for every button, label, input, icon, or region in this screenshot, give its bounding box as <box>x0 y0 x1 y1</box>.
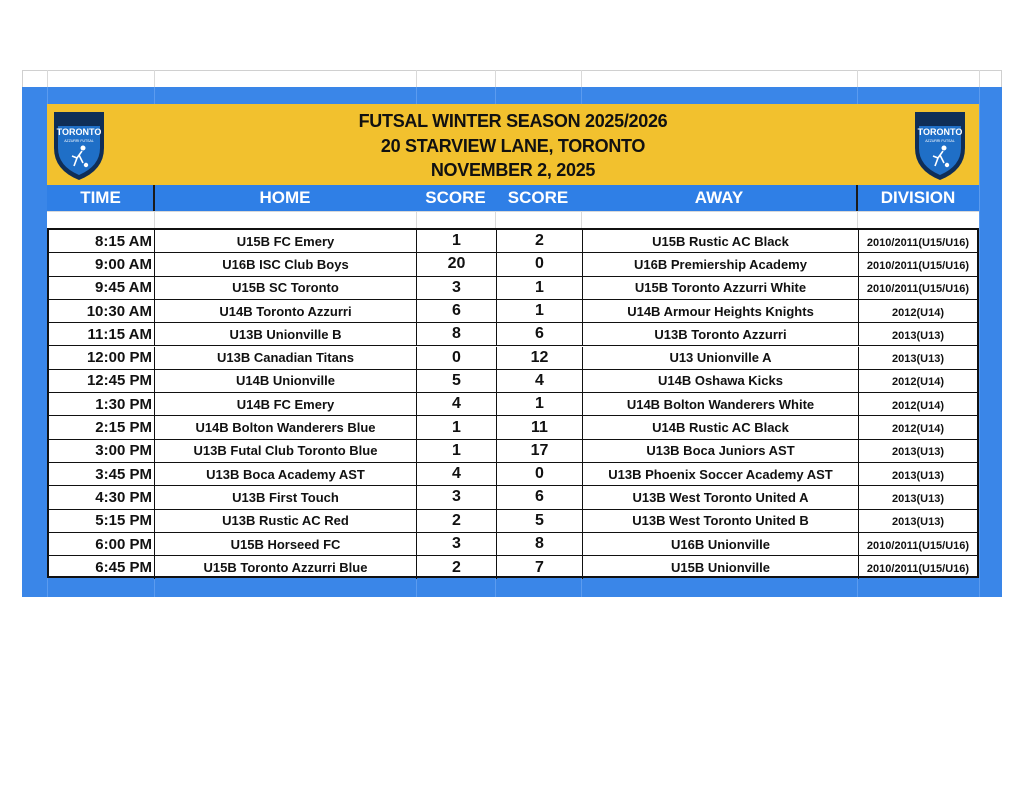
column-header-division: DIVISION <box>880 188 956 207</box>
table-row <box>49 347 977 370</box>
away-team: U15B Unionville <box>583 556 859 579</box>
away-score: 17 <box>497 440 583 462</box>
home-score: 4 <box>417 463 497 485</box>
away-team: U14B Oshawa Kicks <box>583 370 859 392</box>
away-team: U13B West Toronto United A <box>583 486 859 508</box>
division: 2013(U13) <box>892 446 944 459</box>
toronto-azzurri-logo-right <box>911 108 969 182</box>
column-header-away: AWAY <box>694 188 744 207</box>
table-row <box>49 277 977 300</box>
away-team: U13B Boca Juniors AST <box>583 440 859 462</box>
game-time: 6:45 PM <box>49 556 155 579</box>
home-team: U14B FC Emery <box>155 393 417 415</box>
home-team: U13B Canadian Titans <box>155 347 417 369</box>
svg-text:TORONTO: TORONTO <box>917 127 963 137</box>
away-score: 7 <box>497 556 583 579</box>
game-time: 11:15 AM <box>49 323 155 345</box>
away-team: U14B Rustic AC Black <box>583 416 859 438</box>
table-row <box>49 486 977 509</box>
header-divider <box>856 185 858 211</box>
home-team: U15B FC Emery <box>155 230 417 252</box>
home-score: 2 <box>417 510 497 532</box>
game-time: 8:15 AM <box>49 230 155 252</box>
home-team: U15B Toronto Azzurri Blue <box>155 556 417 579</box>
away-score: 4 <box>497 370 583 392</box>
away-score: 8 <box>497 533 583 555</box>
division: 2013(U13) <box>892 329 944 342</box>
spacer-divider <box>416 211 417 228</box>
away-team: U13 Unionville A <box>583 347 859 369</box>
away-score: 5 <box>497 510 583 532</box>
division: 2012(U14) <box>892 423 944 436</box>
svg-text:TORONTO: TORONTO <box>56 127 102 137</box>
game-time: 12:00 PM <box>49 347 155 369</box>
spacer-divider <box>154 211 155 228</box>
table-row <box>49 416 977 439</box>
away-score: 0 <box>497 253 583 275</box>
table-row <box>49 253 977 276</box>
home-score: 1 <box>417 440 497 462</box>
home-score: 3 <box>417 277 497 299</box>
home-team: U14B Bolton Wanderers Blue <box>155 416 417 438</box>
spacer-divider <box>857 211 858 228</box>
game-time: 9:45 AM <box>49 277 155 299</box>
home-team: U13B Futal Club Toronto Blue <box>155 440 417 462</box>
column-header-away-score: SCORE <box>507 188 569 207</box>
away-score: 11 <box>497 416 583 438</box>
home-score: 3 <box>417 486 497 508</box>
schedule-table <box>47 228 979 578</box>
division: 2012(U14) <box>892 376 944 389</box>
away-team: U14B Armour Heights Knights <box>583 300 859 322</box>
division: 2010/2011(U15/U16) <box>866 259 970 272</box>
home-score: 8 <box>417 323 497 345</box>
division: 2013(U13) <box>892 492 944 505</box>
away-team: U13B West Toronto United B <box>583 510 859 532</box>
division: 2010/2011(U15/U16) <box>866 283 970 296</box>
season-title: FUTSAL WINTER SEASON 2025/2026 <box>358 111 668 131</box>
home-score: 3 <box>417 533 497 555</box>
venue-title: 20 STARVIEW LANE, TORONTO <box>380 136 646 156</box>
game-time: 3:00 PM <box>49 440 155 462</box>
table-row <box>49 393 977 416</box>
toronto-azzurri-logo-left <box>50 108 108 182</box>
home-score: 4 <box>417 393 497 415</box>
away-score: 6 <box>497 323 583 345</box>
home-score: 0 <box>417 347 497 369</box>
game-time: 1:30 PM <box>49 393 155 415</box>
column-header-home: HOME <box>259 188 311 207</box>
spacer-divider <box>581 211 582 228</box>
game-time: 2:15 PM <box>49 416 155 438</box>
table-row <box>49 510 977 533</box>
home-team: U13B Boca Academy AST <box>155 463 417 485</box>
home-score: 20 <box>417 253 497 275</box>
table-row <box>49 300 977 323</box>
division: 2010/2011(U15/U16) <box>866 236 970 249</box>
table-row <box>49 230 977 253</box>
game-time: 5:15 PM <box>49 510 155 532</box>
date-title: NOVEMBER 2, 2025 <box>430 160 596 180</box>
column-header-home-score: SCORE <box>425 188 486 207</box>
home-team: U15B SC Toronto <box>155 277 417 299</box>
table-row <box>49 533 977 556</box>
table-row <box>49 323 977 346</box>
spacer-divider <box>495 211 496 228</box>
home-team: U14B Toronto Azzurri <box>155 300 417 322</box>
home-score: 5 <box>417 370 497 392</box>
game-time: 10:30 AM <box>49 300 155 322</box>
home-team: U14B Unionville <box>155 370 417 392</box>
away-score: 0 <box>497 463 583 485</box>
away-team: U16B Premiership Academy <box>583 253 859 275</box>
division: 2010/2011(U15/U16) <box>866 539 970 552</box>
away-score: 1 <box>497 300 583 322</box>
home-team: U15B Horseed FC <box>155 533 417 555</box>
division: 2010/2011(U15/U16) <box>866 563 970 576</box>
column-header-time: TIME <box>80 188 121 207</box>
home-score: 6 <box>417 300 497 322</box>
away-team: U13B Toronto Azzurri <box>583 323 859 345</box>
table-row <box>49 440 977 463</box>
away-score: 1 <box>497 393 583 415</box>
table-row <box>49 463 977 486</box>
away-score: 12 <box>497 347 583 369</box>
home-score: 1 <box>417 416 497 438</box>
home-team: U16B ISC Club Boys <box>155 253 417 275</box>
away-score: 2 <box>497 230 583 252</box>
division: 2013(U13) <box>892 353 944 366</box>
home-score: 1 <box>417 230 497 252</box>
home-team: U13B Unionville B <box>155 323 417 345</box>
game-time: 9:00 AM <box>49 253 155 275</box>
game-time: 3:45 PM <box>49 463 155 485</box>
home-team: U13B First Touch <box>155 486 417 508</box>
table-row <box>49 556 977 579</box>
division: 2012(U14) <box>892 399 944 412</box>
spacer-row <box>47 211 979 229</box>
away-score: 6 <box>497 486 583 508</box>
game-time: 6:00 PM <box>49 533 155 555</box>
band-gridline <box>979 87 980 597</box>
home-team: U13B Rustic AC Red <box>155 510 417 532</box>
table-row <box>49 370 977 393</box>
game-time: 12:45 PM <box>49 370 155 392</box>
division: 2013(U13) <box>892 516 944 529</box>
svg-text:AZZURRI FUTSAL: AZZURRI FUTSAL <box>925 139 955 143</box>
away-team: U15B Rustic AC Black <box>583 230 859 252</box>
game-time: 4:30 PM <box>49 486 155 508</box>
division: 2013(U13) <box>892 469 944 482</box>
away-team: U16B Unionville <box>583 533 859 555</box>
header-divider <box>153 185 155 211</box>
away-team: U13B Phoenix Soccer Academy AST <box>583 463 859 485</box>
division: 2012(U14) <box>892 306 944 319</box>
away-score: 1 <box>497 277 583 299</box>
home-score: 2 <box>417 556 497 579</box>
away-team: U15B Toronto Azzurri White <box>583 277 859 299</box>
away-team: U14B Bolton Wanderers White <box>583 393 859 415</box>
svg-text:AZZURRI FUTSAL: AZZURRI FUTSAL <box>64 139 94 143</box>
